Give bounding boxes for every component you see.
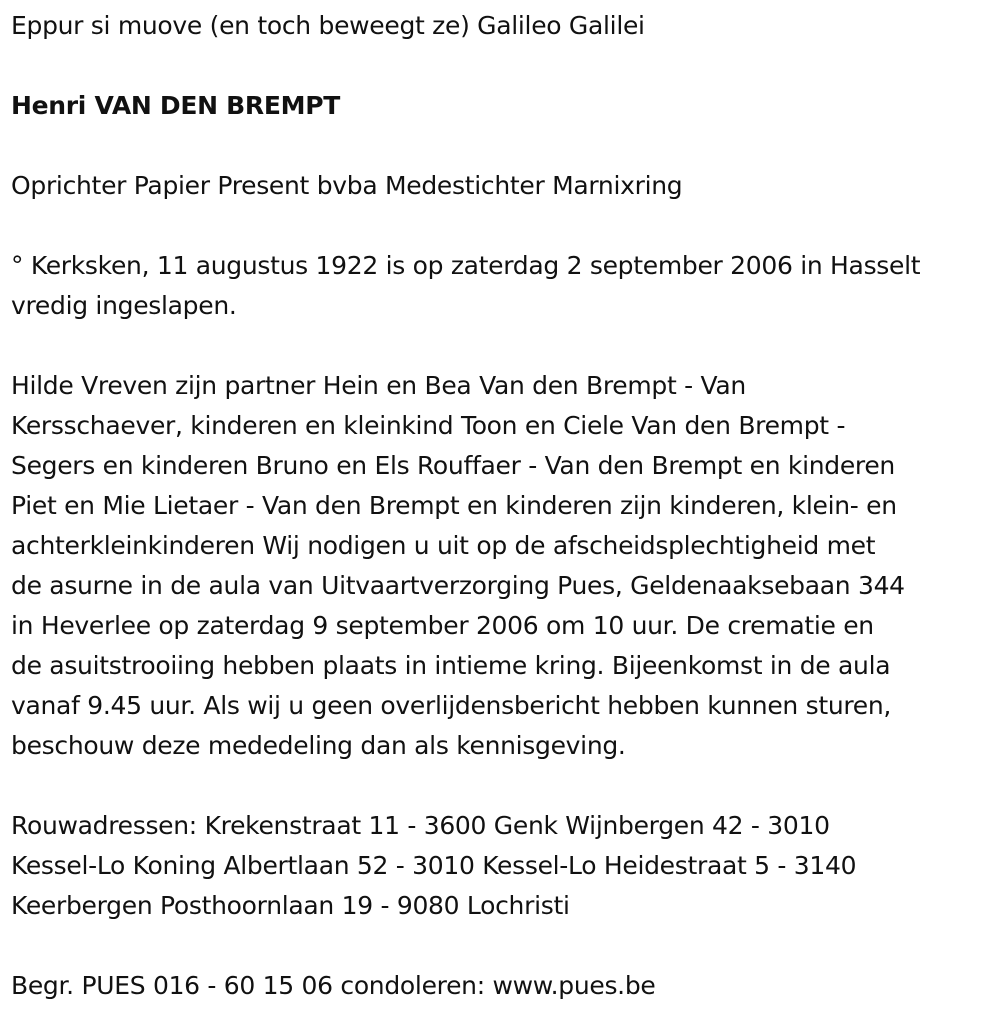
text-line: Kessel-Lo Koning Albertlaan 52 - 3010 Kessel-Lo Heidestraat 5 - 3140 <box>11 851 857 880</box>
text-line: beschouw deze mededeling dan als kennisgeving. <box>11 731 626 760</box>
text-line: vanaf 9.45 uur. Als wij u geen overlijdensbericht hebben kunnen sturen, <box>11 691 892 720</box>
text-line: achterkleinkinderen Wij nodigen u uit op de afscheidsplechtigheid met <box>11 531 876 560</box>
text-line: in Heverlee op zaterdag 9 september 2006 om 10 uur. De crematie en <box>11 611 874 640</box>
text-line: ° Kerksken, 11 augustus 1922 is op zaterdag 2 september 2006 in Hasselt <box>11 251 921 280</box>
addresses-paragraph <box>11 806 986 926</box>
family-paragraph <box>11 366 986 766</box>
birth-death-paragraph <box>11 246 986 326</box>
text-line: de asuitstrooiing hebben plaats in intieme kring. Bijeenkomst in de aula <box>11 651 891 680</box>
text-line: Piet en Mie Lietaer - Van den Brempt en kinderen zijn kinderen, klein- en <box>11 491 897 520</box>
text-line: Segers en kinderen Bruno en Els Rouffaer - Van den Brempt en kinderen <box>11 451 895 480</box>
text-line: de asurne in de aula van Uitvaartverzorging Pues, Geldenaaksebaan 344 <box>11 571 905 600</box>
text-line: Keerbergen Posthoornlaan 19 - 9080 Lochristi <box>11 891 570 920</box>
text-line: vredig ingeslapen. <box>11 291 237 320</box>
deceased-name: Henri VAN DEN BREMPT <box>11 91 340 120</box>
roles: Oprichter Papier Present bvba Medestichter Marnixring <box>11 171 683 200</box>
footer-contact: Begr. PUES 016 - 60 15 06 condoleren: www.pues.be <box>11 971 656 1000</box>
obituary-document <box>11 6 986 1006</box>
text-line: Hilde Vreven zijn partner Hein en Bea Van den Brempt - Van <box>11 371 746 400</box>
text-line: Rouwadressen: Krekenstraat 11 - 3600 Genk Wijnbergen 42 - 3010 <box>11 811 830 840</box>
text-line: Kersschaever, kinderen en kleinkind Toon en Ciele Van den Brempt - <box>11 411 846 440</box>
quote: Eppur si muove (en toch beweegt ze) Galileo Galilei <box>11 11 645 40</box>
